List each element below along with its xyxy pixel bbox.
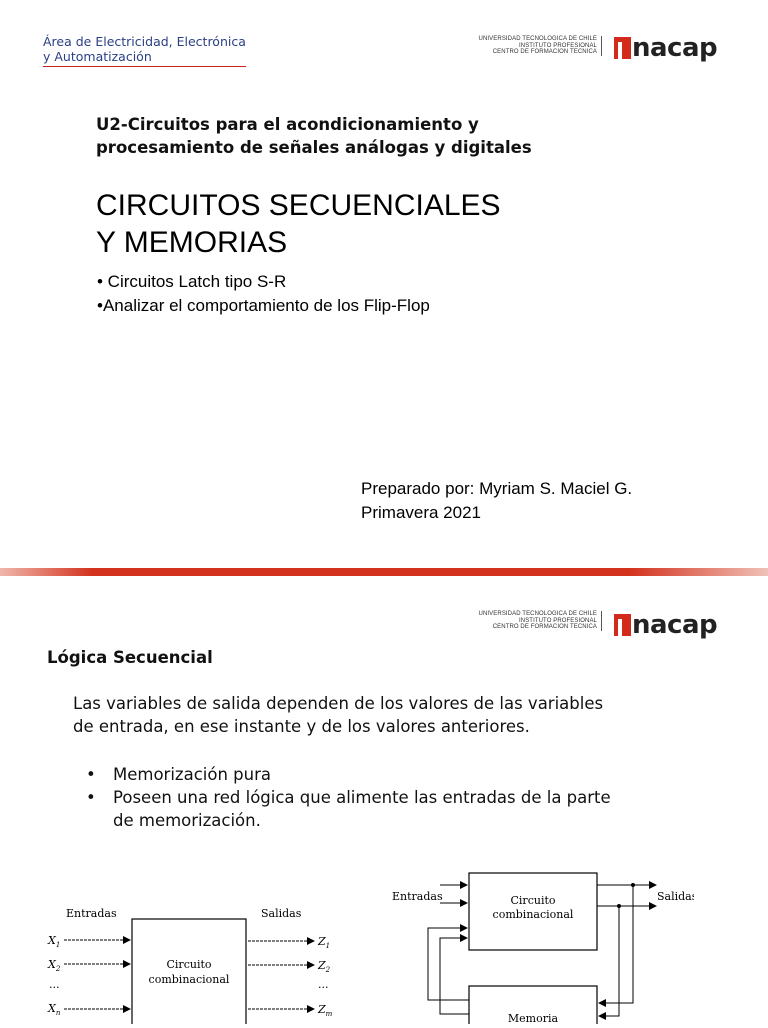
- list-item: [86, 763, 726, 786]
- memory-label: Memoria: [507, 1012, 559, 1024]
- feedback-line: [599, 885, 633, 1003]
- university-line-3: CENTRO DE FORMACION TECNICA: [492, 624, 597, 631]
- logo-divider: [601, 36, 602, 56]
- university-line-2: INSTITUTO PROFESIONAL: [519, 617, 597, 624]
- box-label-line-2: combinacional: [492, 908, 574, 921]
- department-line-2: y Automatización: [43, 49, 152, 64]
- inacap-logo-2: [614, 610, 717, 640]
- input-x1: $X_1$: [48, 934, 61, 949]
- sequential-diagram: [386, 866, 694, 1024]
- university-text-2: [440, 611, 597, 631]
- combinational-diagram: [38, 898, 348, 1024]
- logo-divider-2: [601, 611, 602, 631]
- unit-title: [96, 113, 736, 159]
- list-item-line-1: • Memorización pura: [113, 765, 271, 784]
- slide-title-line-2: Y MEMORIAS: [96, 226, 288, 259]
- topic-item-latch: • Circuitos Latch tipo S-R: [97, 272, 287, 291]
- outputs-label: Salidas: [261, 907, 302, 920]
- logo-mark-icon: [614, 614, 631, 636]
- list-item-line-1: • Poseen una red lógica que alimente las entradas de la parte: [113, 788, 611, 807]
- unit-title-line-1: U2-Circuitos para el acondicionamiento y: [96, 115, 479, 134]
- logo-text: nacap: [632, 610, 718, 640]
- sequential-diagram-svg: [386, 866, 694, 1024]
- output-ellipsis: ...: [318, 978, 329, 991]
- season: Primavera 2021: [361, 503, 482, 522]
- output-z1: $Z_1$: [318, 935, 331, 950]
- slide-divider-bar: [0, 568, 768, 576]
- inputs-label: Entradas: [392, 890, 443, 903]
- outputs-label: Salidas: [657, 890, 694, 903]
- list-item-line-2: de memorización.: [113, 811, 261, 830]
- university-line-1: UNIVERSIDAD TECNOLOGICA DE CHILE: [478, 611, 597, 617]
- combinational-diagram-svg: [38, 898, 348, 1024]
- slide-title-line-1: CIRCUITOS SECUENCIALES: [96, 189, 501, 222]
- university-line-3: CENTRO DE FORMACION TECNICA: [492, 49, 597, 56]
- department-line-1: Área de Electricidad, Electrónica: [43, 34, 246, 49]
- university-line-2: INSTITUTO PROFESIONAL: [519, 42, 597, 49]
- section-title: Lógica Secuencial: [47, 648, 213, 667]
- memory-feedback-line: [440, 938, 469, 1014]
- inputs-label: Entradas: [66, 907, 117, 920]
- feature-list: [86, 763, 726, 832]
- slide-title: [96, 187, 736, 261]
- input-ellipsis: ...: [49, 978, 60, 991]
- box-label-line-1: Circuito: [166, 958, 212, 971]
- inacap-logo: [614, 33, 717, 63]
- topic-item-flipflop: •Analizar el comportamiento de los Flip-Flop: [97, 296, 430, 315]
- box-label-line-1: Circuito: [510, 894, 556, 907]
- input-xn: $X_n$: [48, 1002, 61, 1017]
- output-z2: $Z_2$: [318, 959, 331, 974]
- output-zm: $Z_m$: [318, 1003, 333, 1018]
- logo-mark-icon: [614, 37, 631, 59]
- university-line-1: UNIVERSIDAD TECNOLOGICA DE CHILE: [478, 36, 597, 42]
- list-item: [86, 786, 726, 832]
- body-line-2: de entrada, en ese instante y de los valores anteriores.: [73, 717, 530, 736]
- topic-list: [97, 270, 737, 318]
- box-label-line-2: combinacional: [148, 973, 230, 986]
- university-text: [440, 36, 597, 56]
- section-body: [73, 692, 733, 738]
- unit-title-line-2: procesamiento de señales análogas y digitales: [96, 138, 532, 157]
- department-label: [43, 34, 246, 67]
- author-block: [361, 477, 761, 525]
- feedback-line: [599, 906, 619, 1016]
- combinational-box: [132, 919, 246, 1024]
- memory-feedback-line: [428, 928, 469, 1000]
- prepared-by: Preparado por: Myriam S. Maciel G.: [361, 479, 633, 498]
- logo-text: nacap: [632, 33, 718, 63]
- input-x2: $X_2$: [48, 958, 61, 973]
- body-line-1: Las variables de salida dependen de los valores de las variables: [73, 694, 604, 713]
